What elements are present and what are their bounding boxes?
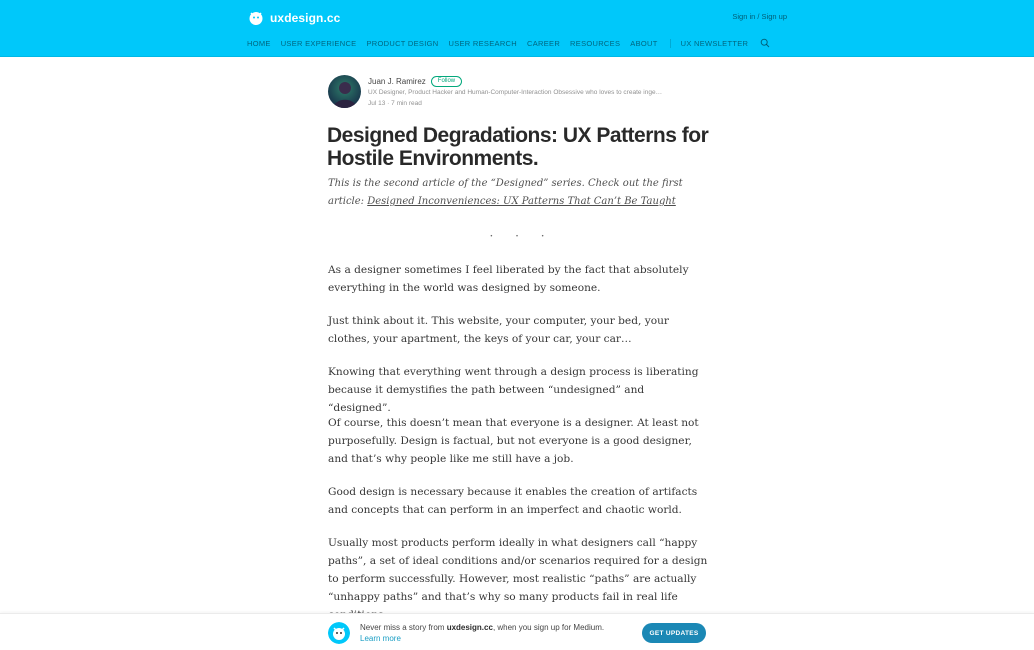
paragraph-4: Of course, this doesn’t mean that everyone is a designer. At least not purposefully. Design is factual, but not everyone is a good designer, and that’s why people like me still have a job. — [328, 417, 699, 465]
paragraph-2: Just think about it. This website, your computer, your bed, your clothes, your apartment, the keys of your car, your car… — [328, 315, 669, 345]
site-logo[interactable] — [248, 10, 340, 26]
meta-separator: · — [387, 100, 390, 107]
author-block — [328, 75, 708, 109]
search-icon[interactable] — [760, 38, 770, 48]
nav-divider — [670, 39, 671, 48]
learn-more-link[interactable]: Learn more — [360, 634, 401, 643]
signup-banner — [0, 613, 1034, 650]
paragraph-6: Usually most products perform ideally in what designers call “happy paths”, a set of ideal conditions and/or scenarios required for a design to perform successfully. However, most realistic “paths” are actually “unhappy paths” and that’s why so many products fail in real life — [328, 537, 708, 603]
site-header — [0, 0, 1034, 57]
article-subtitle — [328, 175, 708, 211]
nav-about[interactable]: ABOUT — [630, 38, 658, 48]
get-updates-button[interactable]: GET UPDATES — [642, 623, 706, 643]
post-date: Jul 13 — [368, 100, 386, 107]
signup-text-after: , when you sign up for Medium. — [492, 623, 605, 632]
publication-icon — [328, 622, 350, 644]
nav-user-experience[interactable]: USER EXPERIENCE — [280, 38, 357, 48]
signup-message — [360, 622, 620, 644]
author-bio: UX Designer, Product Hacker and Human-Computer-Interaction Obsessive who loves to create inge… — [368, 89, 663, 96]
author-avatar[interactable] — [328, 75, 361, 108]
subtitle-text: This is the second article of the “Designed” series. Check out the first article: — [328, 178, 683, 207]
first-article-link[interactable]: Designed Inconveniences: UX Patterns That Can’t Be Taught — [367, 196, 676, 207]
signup-text-before: Never miss a story from — [360, 623, 447, 632]
section-divider: · · · — [489, 229, 554, 243]
follow-button[interactable]: Follow — [431, 76, 462, 87]
nav-user-research[interactable]: USER RESEARCH — [448, 38, 517, 48]
paragraph-5: Good design is necessary because it enables the creation of artifacts and concepts that can perform in an imperfect and chaotic world. — [328, 486, 698, 516]
main-nav — [247, 38, 770, 48]
signup-publication: uxdesign.cc — [446, 623, 493, 632]
article-title: Designed Degradations: UX Patterns for Hostile Environments. — [327, 124, 709, 170]
nav-home[interactable]: HOME — [247, 38, 271, 48]
paragraph-1: As a designer sometimes I feel liberated by the fact that absolutely everything in the world was designed by someone. — [328, 264, 689, 294]
author-name-row — [368, 76, 462, 87]
paragraph-3: Knowing that everything went through a design process is liberating because it demystifies the path between “undesigned” and “designed”. — [328, 366, 699, 414]
post-meta — [368, 100, 422, 107]
read-time: 7 min read — [391, 100, 422, 107]
nav-resources[interactable]: RESOURCES — [570, 38, 621, 48]
signin-link[interactable]: Sign in / Sign up — [732, 12, 787, 21]
avatar-image — [328, 75, 361, 108]
site-name: uxdesign.cc — [270, 11, 341, 25]
author-name[interactable]: Juan J. Ramirez — [368, 77, 426, 86]
nav-product-design[interactable]: PRODUCT DESIGN — [366, 38, 439, 48]
nav-career[interactable]: CAREER — [526, 38, 561, 48]
logo-icon — [248, 10, 264, 26]
nav-ux-newsletter[interactable]: UX NEWSLETTER — [680, 38, 749, 48]
